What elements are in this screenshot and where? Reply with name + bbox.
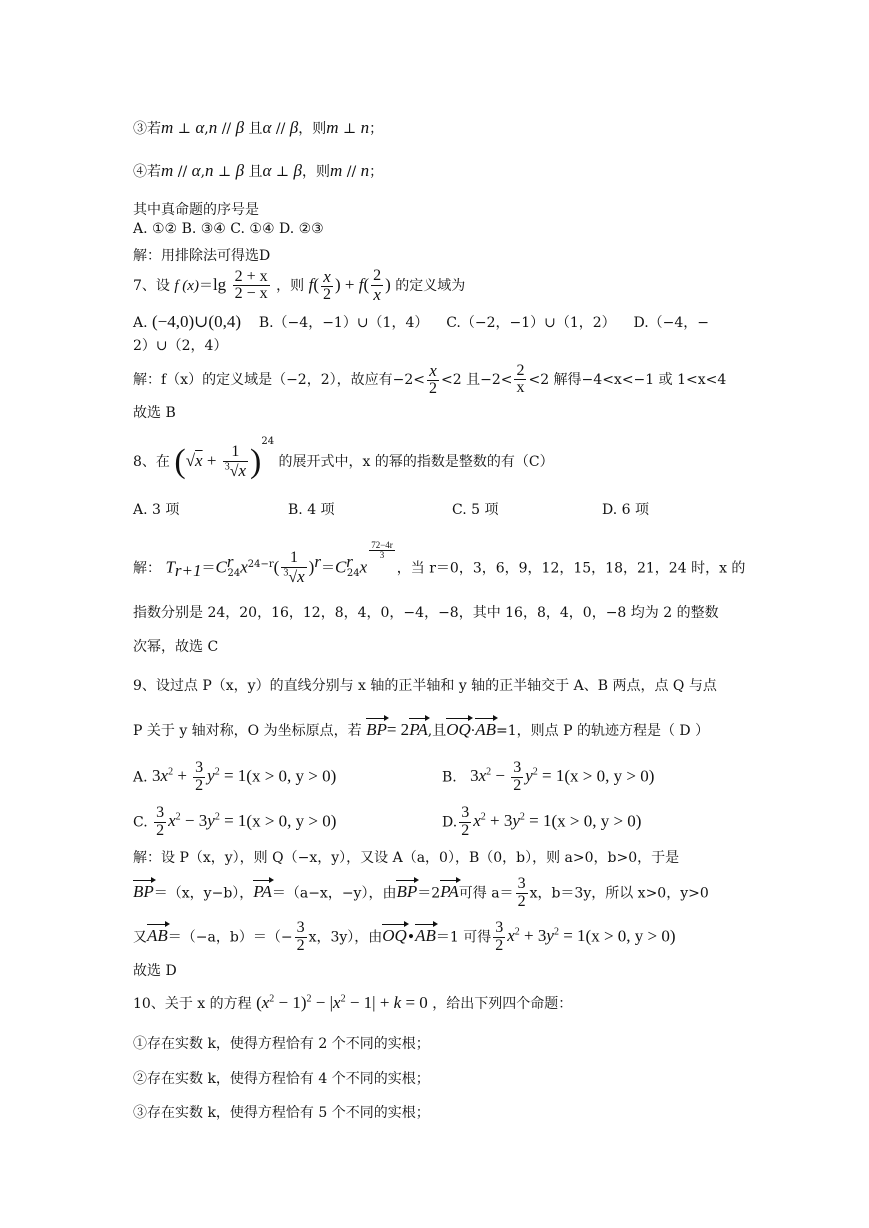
question-10: 10、关于 x 的方程 $(x^2 - 1)^2 - |x^2 - 1| + k = 0$ ，给出下列四个命题： (133, 993, 573, 1012)
option-9c: C. $\frac{3}{2}$ $x^2 - 3y^2 = 1(x > 0$, y > 0) (133, 804, 337, 839)
option-8c: C. 5 项 (452, 502, 499, 518)
solution-q9-line1: 解：设 P（x，y），则 Q（−x，y），又设 A（a，0），B（0，b），则 a>0，b>0，于是 (133, 850, 680, 866)
statement-4: ④若m // α,n ⊥ β 且α ⊥ β，则m // n； (133, 161, 384, 180)
solution-q7: 解：f（x）的定义域是（−2，2），故应有−2< $\frac{x}{2}$ <2 且−2< $\frac{2}{x}$ <2 解得−4<x<−1 或 1<x<4 (133, 361, 727, 397)
option-8b: B. 4 项 (288, 502, 335, 518)
proposition-2: ②存在实数 k，使得方程恰有 4 个不同的实根； (133, 1071, 430, 1087)
solution-q9-line3: 又AB＝（−a，b）＝（− $\frac{3}{2}$ x，3y），由OQ•AB＝1 可得 $\frac{3}{2}$ $x^2 + 3y^2 = 1(x > 0$, y > 0) (133, 919, 676, 954)
question-8: 8、在 (√x + $\frac{1}{^3√x}$ )$^{24}$ 的展开式中，x 的幂的指数是整数的有（C） (133, 436, 554, 480)
solution-q8-line2: 指数分别是 24，20，16，12，8，4，0，−4，−8，其中 16，8，4，0，−8 均为 2 的整数 (133, 605, 719, 621)
solution-q8-line3: 次幂，故选 C (133, 639, 219, 655)
solution-q9-line2: BP＝（x，y−b），PA＝（a−x，−y），由BP＝2PA可得 a＝ $\frac{3}{2}$ x，b＝3y，所以 x>0，y>0 (133, 875, 709, 910)
solution-q6: 解：用排除法可得选D (133, 248, 271, 264)
option-9d: D. $\frac{3}{2}$ $x^2 + 3y^2 = 1(x > 0$, y > 0) (442, 804, 642, 839)
option-8d: D. 6 项 (602, 502, 649, 518)
statement-3: ③若m ⊥ α,n // β 且α // β，则m ⊥ n； (133, 118, 384, 137)
options-q7: A. (−4,0)∪(0,4) B.（−4，−1）∪（1，4） C.（−2，−1）∪（1，2） D.（−4，− (133, 312, 710, 331)
proposition-3: ③存在实数 k，使得方程恰有 5 个不同的实根； (133, 1105, 430, 1121)
solution-q8: 解： $T_{r+1}=C^r_{24}x^{24-r}$( $\frac{1}{^3√x}$ )$^r=C^r_{24}x$ $\frac{72-4r}{3}$ ，当 r＝0，3，6，9，12，15，18，21，24 时，x 的 (133, 540, 746, 586)
question-9: 9、设过点 P（x，y）的直线分别与 x 轴的正半轴和 y 轴的正半轴交于 A、B 两点，点 Q 与点 (133, 678, 717, 694)
conclusion-q9: 故选 D (133, 963, 177, 979)
question-7: 7、设 f (x)＝lg $\frac{2 + x}{2 - x}$ ，则 f( $\frac{x}{2}$ ) + f( $\frac{2}{x}$ ) 的定义域为 (133, 267, 466, 304)
option-8a: A. 3 项 (133, 502, 180, 518)
question-prompt: 其中真命题的序号是 (133, 202, 259, 218)
question-9-line2: P 关于 y 轴对称，O 为坐标原点，若 BP= 2PA,且OQ·AB=1，则点 P 的轨迹方程是（ D ） (133, 716, 709, 740)
options-q7-cont: 2）∪（2，4） (133, 338, 228, 354)
option-9b: B. $3x^2$ − $\frac{3}{2}$ $y^2 = 1(x > 0$, y > 0) (442, 759, 655, 794)
options-q6: A. ①② B. ③④ C. ①④ D. ②③ (133, 221, 324, 237)
proposition-1: ①存在实数 k，使得方程恰有 2 个不同的实根； (133, 1036, 430, 1052)
conclusion-q7: 故选 B (133, 405, 176, 421)
option-9a: A. $3x^2$ + $\frac{3}{2}$ $y^2 = 1(x > 0$, y > 0) (133, 759, 337, 794)
